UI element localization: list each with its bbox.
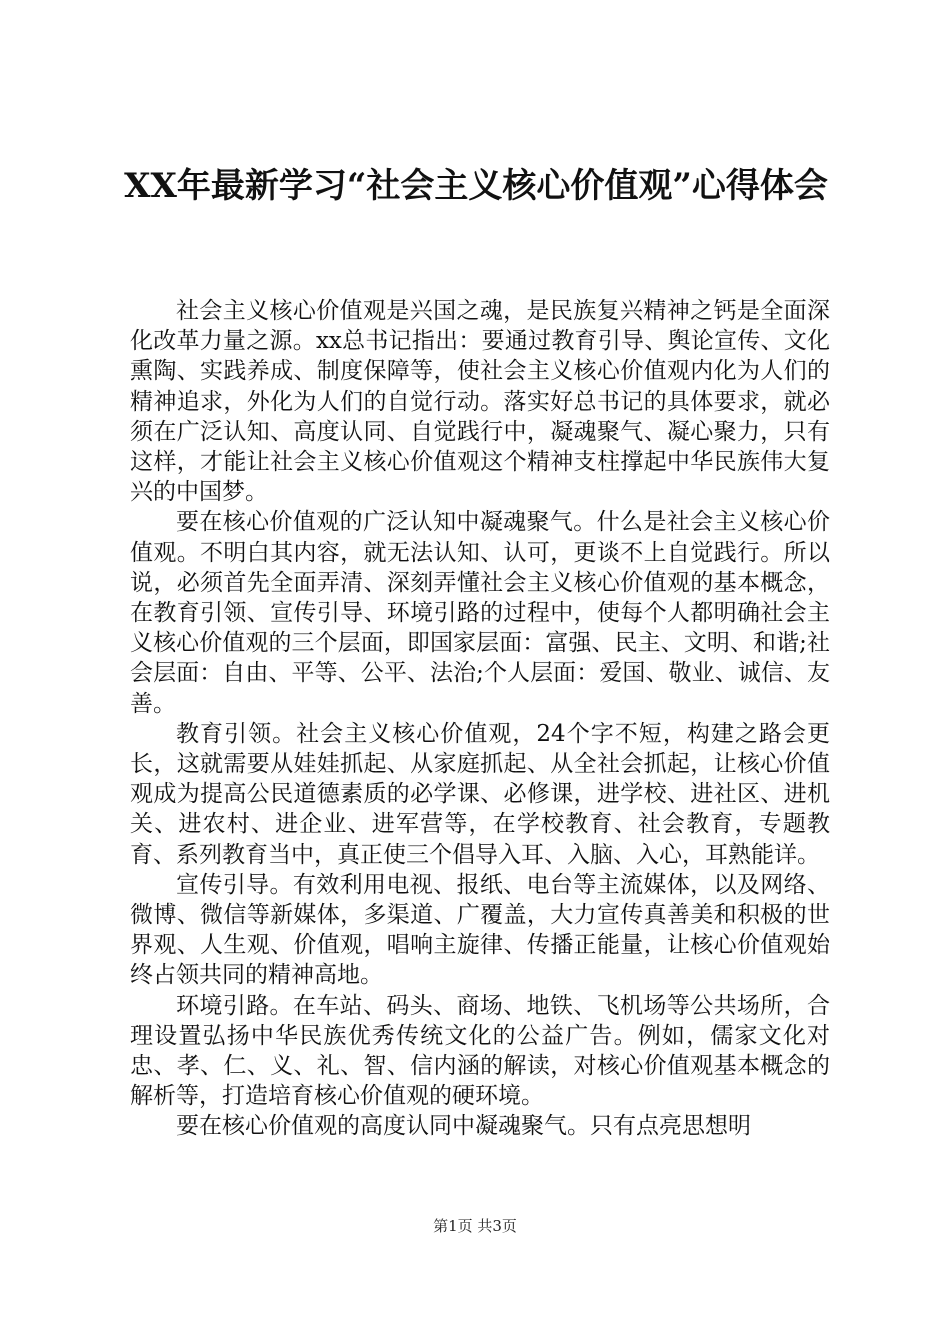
page-footer: 第1页 共3页 — [433, 1217, 517, 1235]
document-title: XX年最新学习“社会主义核心价值观”心得体会 — [124, 166, 828, 206]
paragraph-3: 教育引领。社会主义核心价值观，24个字不短，构建之路会更长，这就需要从娃娃抓起、从家庭抓起、从全社会抓起，让核心价值观成为提高公民道德素质的必学课、必修课，进学校、进社区、进机关、进农村、进企业、进军营等，在学校教育、社会教育，专题教育、系列教育当中，真正使三个倡导入耳、入脑、入心，耳熟能详。 — [130, 720, 830, 868]
paragraph-5: 环境引路。在车站、码头、商场、地铁、飞机场等公共场所，合理设置弘扬中华民族优秀传统文化的公益广告。例如，儒家文化对忠、孝、仁、义、礼、智、信内涵的解读，对核心价值观基本概念的解析等，打造培育核心价值观的硬环境。 — [130, 992, 830, 1110]
paragraph-4: 宣传引导。有效利用电视、报纸、电台等主流媒体，以及网络、微博、微信等新媒体，多渠道、广覆盖，大力宣传真善美和积极的世界观、人生观、价值观，唱响主旋律、传播正能量，让核心价值观始终占领共同的精神高地。 — [130, 871, 830, 989]
paragraph-6: 要在核心价值观的高度认同中凝魂聚气。只有点亮思想明 — [176, 1113, 751, 1140]
paragraph-2: 要在核心价值观的广泛认知中凝魂聚气。什么是社会主义核心价值观。不明白其内容，就无法认知、认可，更谈不上自觉践行。所以说，必须首先全面弄清、深刻弄懂社会主义核心价值观的基本概念，在教育引领、宣传引导、环境引路的过程中，使每个人都明确社会主义核心价值观的三个层面，即国家层面：富强、民主、文明、和谐;社会层面：自由、平等、公平、法治;个人层面：爱国、敬业、诚信、友善。 — [130, 509, 830, 717]
paragraph-1: 社会主义核心价值观是兴国之魂，是民族复兴精神之钙是全面深化改革力量之源。xx总书记指出：要通过教育引导、舆论宣传、文化熏陶、实践养成、制度保障等，使社会主义核心价值观内化为人们的精神追求，外化为人们的自觉行动。落实好总书记的具体要求，就必须在广泛认知、高度认同、自觉践行中，凝魂聚气、凝心聚力，只有这样，才能让社会主义核心价值观这个精神支柱撑起中华民族伟大复兴的中国梦。 — [130, 298, 830, 506]
document-body — [130, 296, 830, 1142]
